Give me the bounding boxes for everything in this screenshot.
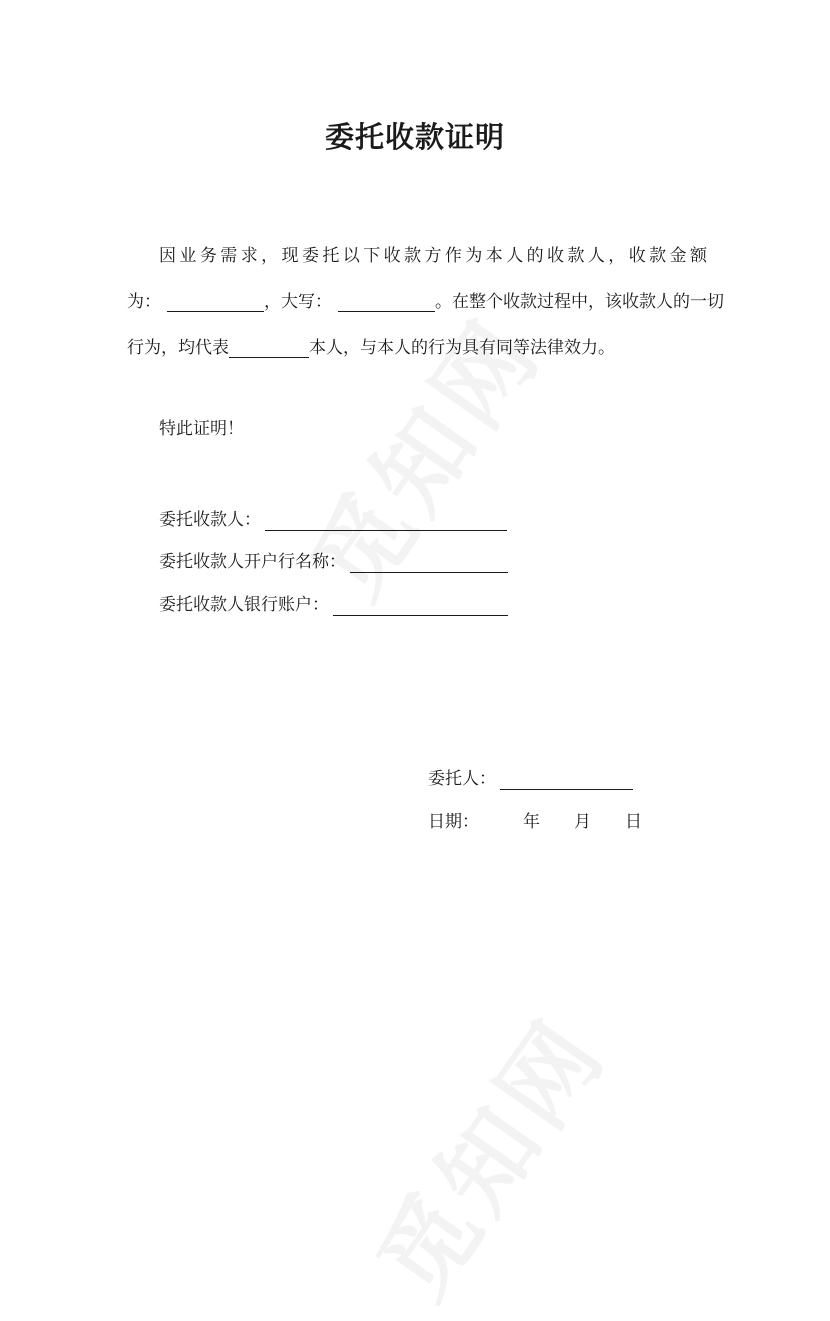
representation-suffix-text: 本人，与本人的行为具有同等法律效力。 (309, 338, 615, 358)
bank-name-field (159, 547, 508, 573)
payee-field (159, 505, 507, 531)
amount-prefix-text: 为： (127, 292, 161, 312)
payee-blank-line[interactable] (265, 510, 507, 531)
document-title: 委托收款证明 (324, 120, 505, 154)
bank-name-blank-line[interactable] (350, 552, 508, 573)
bank-account-blank-line[interactable] (333, 595, 508, 616)
uppercase-amount-blank-line[interactable] (338, 291, 435, 312)
principal-label: 委托人： (428, 769, 496, 789)
day-label: 日 (625, 812, 642, 832)
bank-account-label: 委托收款人银行账户： (159, 595, 329, 615)
amount-blank-line[interactable] (167, 291, 264, 312)
year-label: 年 (523, 812, 540, 832)
date-field (428, 807, 642, 832)
principal-blank-line[interactable] (500, 769, 633, 790)
bank-name-label: 委托收款人开户行名称： (159, 552, 346, 572)
paragraph-line-3 (127, 325, 707, 371)
payee-label: 委托收款人： (159, 510, 261, 530)
principal-signature-field (428, 764, 633, 790)
date-label: 日期： (428, 812, 479, 832)
representation-prefix-text: 行为，均代表 (127, 338, 229, 358)
special-statement: 特此证明！ (159, 419, 244, 439)
paragraph-line-2-suffix: 。在整个收款过程中，该收款人的一切 (435, 292, 724, 312)
watermark (340, 986, 631, 1320)
representation-blank-line[interactable] (229, 337, 309, 358)
paragraph-line-1: 因业务需求，现委托以下收款方作为本人的收款人，收款金额 (159, 246, 707, 266)
paragraph-line-2 (127, 279, 724, 325)
month-label: 月 (574, 812, 591, 832)
uppercase-amount-text: ，大写： (264, 292, 332, 312)
bank-account-field (159, 590, 508, 616)
